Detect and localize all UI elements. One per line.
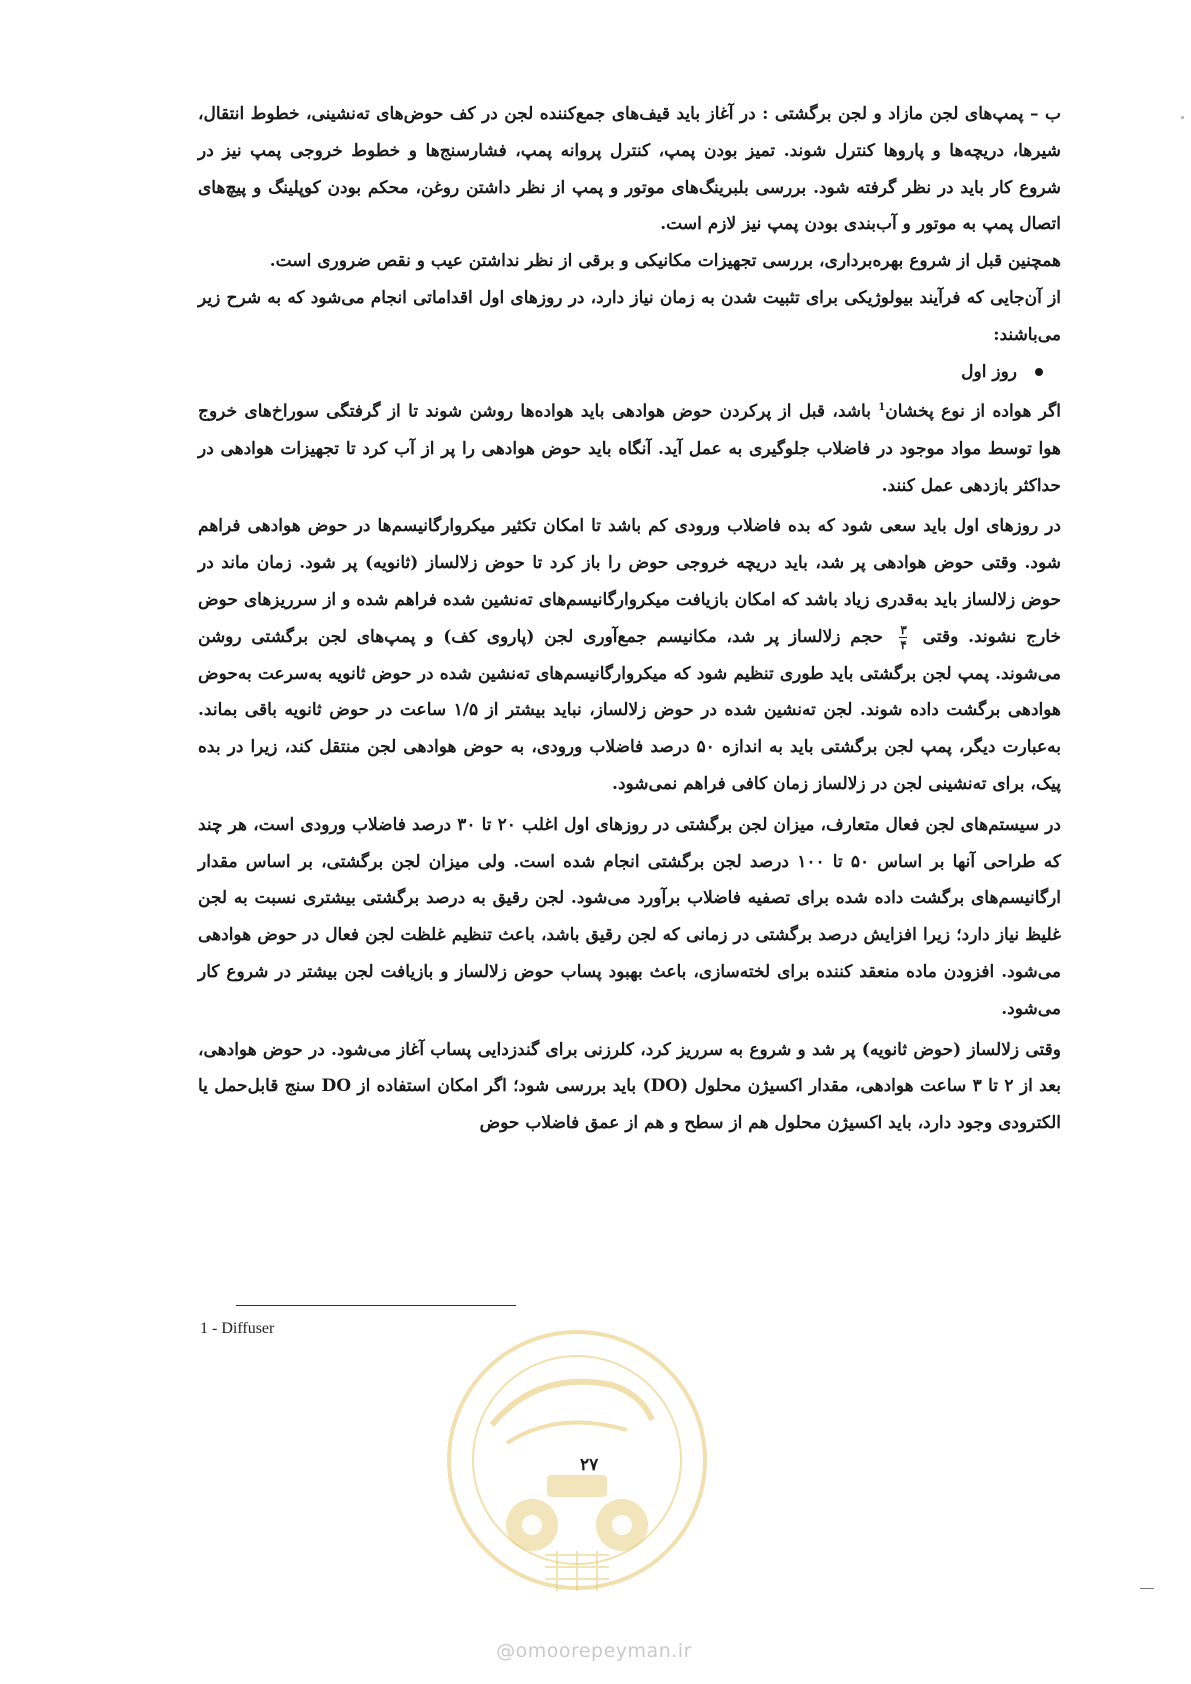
fraction-denominator: ۴ (900, 637, 907, 652)
paragraph-biological-process: از آن‌جایی که فرآیند بیولوژیکی برای تثبیت شدن به زمان نیاز دارد، در روزهای اول اقداماتی انجام می‌شود که به شرح زیر می‌باشند: (198, 287, 1061, 345)
bullet-icon (1035, 368, 1043, 376)
day-one-text-end: باشد، قبل از پرکردن حوض هوادهی باید هواده‌ها روشن شوند تا از گرفتگی سوراخ‌های خروج هوا توسط مواد موجود در فاضلاب جلوگیری به عمل آید. آنگاه باید حوض هوادهی را پر از آب کرد تا تجهیزات هوادهی در حداکثر بازدهی عمل کنند. (198, 402, 1061, 496)
edge-dot (1181, 116, 1184, 119)
bullet-heading-day-one (198, 354, 1061, 391)
watermark-url: @omoorepeyman.ir (496, 1640, 692, 1662)
paragraph-day-one (198, 390, 1061, 504)
bullet-heading-text: روز اول (961, 361, 1017, 382)
day-one-text-start: اگر هواده از نوع پخشان (885, 402, 1061, 423)
body-text (198, 96, 1061, 1142)
paragraph-early-days (198, 508, 1061, 802)
footnote: 1 - Diffuser (200, 1320, 275, 1337)
fraction-three-quarters (899, 624, 907, 651)
early-days-text-start: در روزهای اول باید سعی شود که بده فاضلاب ورودی کم باشد تا امکان تکثیر میکروارگانیسم‌ها در حوض هوادهی فراهم شود. وقتی حوض هوادهی پر شد، باید دریچه خروجی حوض را باز کرد تا حوض زلالساز (ثانویه) پر شود. زمان ماند در حوض زلالساز باید به‌قدری زیاد باشد که امکان بازیافت میکروارگانیسم‌های ته‌نشین شده فراهم شده و از سرریزهای حوض خارج نشوند. وقتی (198, 516, 1062, 647)
footnote-reference: 1 (878, 402, 886, 414)
edge-mark (1140, 1588, 1154, 1589)
paragraph-clarifier: وقتی زلالساز (حوض ثانویه) پر شد و شروع به سرریز کرد، کلرزنی برای گندزدایی پساب آغاز می‌شود. در حوض هوادهی، بعد از ۲ تا ۳ ساعت هوادهی، مقدار اکسیژن محلول (DO) باید بررسی شود؛ اگر امکان استفاده از DO سنج قابل‌حمل یا الکترودی وجود دارد، باید اکسیژن محلول هم از سطح و هم از عمق فاضلاب حوض (198, 1039, 1061, 1134)
watermark-seal-logo (437, 1325, 717, 1625)
paragraph-pre-operation: همچنین قبل از شروع بهره‌برداری، بررسی تجهیزات مکانیکی و برقی از نظر نداشتن عیب و نقص ضروری است. (269, 251, 1061, 272)
paragraph-sludge-pumps: ب – پمپ‌های لجن مازاد و لجن برگشتی : در آغاز باید قیف‌های جمع‌کننده لجن در کف حوض‌های ته‌نشینی، خطوط انتقال، شیرها، دریچه‌ها و پاروها کنترل شوند. تمیز بودن پمپ، کنترل پروانه پمپ، فشارسنج‌ها و خطوط خروجی پمپ نیز در شروع کار باید در نظر گرفته شود. بررسی بلبرینگ‌های موتور و پمپ از نظر داشتن روغن، محکم بودن کوپلینگ و پیچ‌های اتصال پمپ به موتور و آب‌بندی بودن پمپ نیز لازم است. (198, 104, 1061, 235)
paragraph-activated-sludge-systems: در سیستم‌های لجن فعال متعارف، میزان لجن برگشتی در روزهای اول اغلب ۲۰ تا ۳۰ درصد فاضلاب ورودی است، هر چند که طراحی آنها بر اساس ۵۰ تا ۱۰۰ درصد لجن برگشتی انجام شده است. ولی میزان لجن برگشتی، بر اساس مقدار ارگانیسم‌های برگشت داده شده برای تصفیه فاضلاب برآورد می‌شود. لجن رقیق به درصد برگشتی بیشتری نسبت به لجن غلیظ نیاز دارد؛ زیرا افزایش درصد برگشتی در زمانی که لجن رقیق باشد، باعث تنظیم غلظت لجن فعال در حوض هوادهی می‌شود. افزودن ماده منعقد کننده برای لخته‌سازی، باعث بهبود پساب حوض زلالساز و بازیافت لجن بیشتر در شروع کار می‌شود. (198, 814, 1062, 1019)
page-number: ۲۷ (580, 1455, 599, 1475)
fraction-numerator: ۳ (900, 622, 907, 637)
footnote-divider (236, 1305, 516, 1306)
early-days-text-end: حجم زلالساز پر شد، مکانیسم جمع‌آوری لجن (پاروی کف) و پمپ‌های لجن برگشتی روشن می‌شوند. پمپ لجن برگشتی باید طوری تنظیم شود که میکروارگانیسم‌های ته‌نشین شده در حوض ثانویه به‌سرعت به‌حوض هوادهی برگشت داده شوند. لجن ته‌نشین شده در حوض زلالساز، نباید بیشتر از ۱/۵ ساعت در حوض ثانویه باقی بماند. به‌عبارت دیگر، پمپ لجن برگشتی باید به اندازه ۵۰ درصد فاضلاب ورودی، به حوض هوادهی لجن منتقل کند، زیرا در بده پیک، برای ته‌نشینی لجن در زلالساز زمان کافی فراهم نمی‌شود. (198, 626, 1061, 794)
